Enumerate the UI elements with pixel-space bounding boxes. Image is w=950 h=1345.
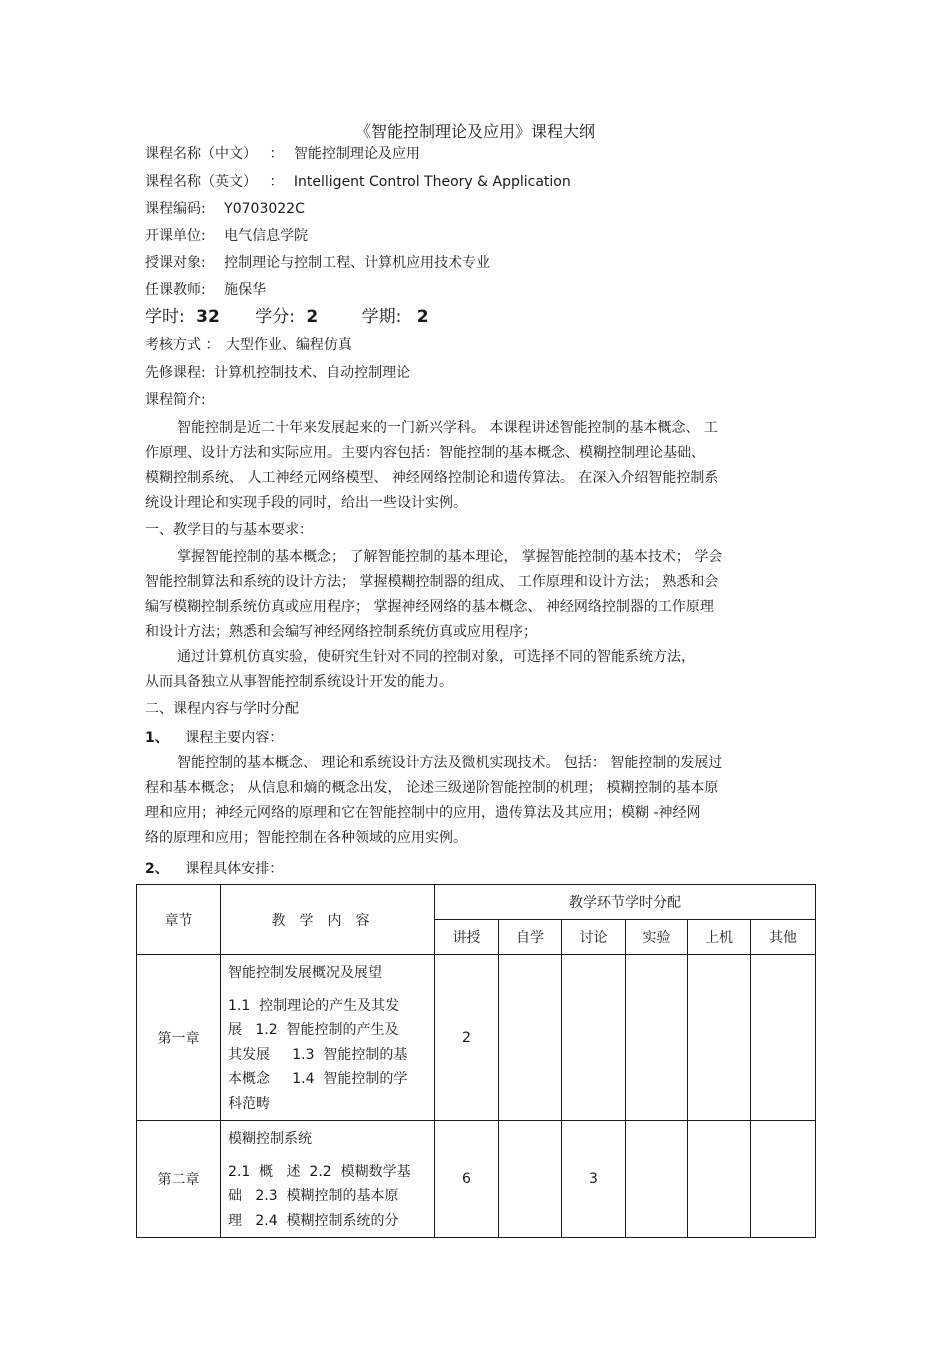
table-row [137,955,816,1121]
target-value: 控制理论与控制工程、计算机应用技术专业 [224,255,491,271]
assess-label: 考核方式 ： [145,337,220,353]
info-target [145,254,490,272]
experiment-hours [626,955,688,1121]
name-cn-sep: ： [269,146,284,162]
content-line: 智能控制的基本概念、 理论和系统设计方法及微机实现技术。 包括： 智能控制的发展过 [177,755,723,771]
self-study-hours [499,1121,562,1238]
teacher-label: 任课教师: [145,282,206,298]
header-alloc: 教学环节学时分配 [435,885,816,920]
page-title: 《智能控制理论及应用》课程大纲 [354,122,595,141]
content-line: 其发展 1.3 智能控制的基 [228,1046,408,1063]
content-line: 2.1 概 述 2.2 模糊数学基 [228,1163,411,1180]
name-cn-label: 课程名称（中文） [145,146,257,162]
header-lecture: 讲授 [435,920,499,955]
experiment-hours [626,1121,688,1238]
discussion-hours: 3 [562,1121,626,1238]
section1-line: 从而具备独立从事智能控制系统设计开发的能力。 [145,674,453,690]
prereq-value: 计算机控制技术、自动控制理论 [214,365,411,381]
header-experiment: 实验 [626,920,688,955]
header-content: 教学内容 [221,885,435,955]
intro-line: 智能控制是近二十年来发展起来的一门新兴学科。 本课程讲述智能控制的基本概念、 工 [177,420,718,436]
credit-label: 学分: [255,307,295,327]
content-line: 本概念 1.4 智能控制的学 [228,1071,408,1087]
content-line: 理和应用；神经元网络的原理和它在智能控制中的应用，遗传算法及其应用；模糊 -神经网 [145,805,701,821]
intro-label: 课程简介: [145,392,206,408]
section1-heading: 一、教学目的与基本要求： [145,522,313,538]
sub2-number: 2、 [145,861,169,877]
content-line: 理 2.4 模糊控制系统的分 [228,1212,399,1229]
content-title: 智能控制发展概况及展望 [228,965,382,981]
self-study-hours [499,955,562,1121]
header-chapter: 章节 [137,885,221,955]
section1-line: 掌握智能控制的基本概念； 了解智能控制的基本理论， 掌握智能控制的基本技术； 学会 [177,549,723,565]
computer-hours [688,955,751,1121]
lecture-hours: 2 [435,955,499,1121]
other-hours [751,955,816,1121]
chapter-cell: 第二章 [137,1121,221,1238]
info-prereq [145,364,410,382]
intro-line: 模糊控制系统、 人工神经元网络模型、 神经网络控制论和遗传算法。 在深入介绍智能控制系 [145,470,719,486]
header-computer: 上机 [688,920,751,955]
content-line: 展 1.2 智能控制的产生及 [228,1022,399,1038]
prereq-label: 先修课程: [145,365,206,381]
content-cell [221,955,435,1121]
sub2-label: 课程具体安排： [185,861,284,877]
assess-value: 大型作业、编程仿真 [225,337,352,353]
section1-paragraph-a [145,545,810,645]
intro-paragraph [145,416,810,516]
hours-value: 32 [196,307,220,327]
discussion-hours [562,955,626,1121]
code-value: Y0703022C [224,201,305,217]
teacher-value: 施保华 [224,282,267,298]
section2-sub2 [145,860,283,878]
header-self-study: 自学 [499,920,562,955]
unit-label: 开课单位: [145,228,206,244]
section1-line: 编写模糊控制系统仿真或应用程序； 掌握神经网络的基本概念、 神经网络控制器的工作原理 [145,599,714,615]
info-hours-credits [145,308,429,326]
content-cell [221,1121,435,1238]
info-assess [145,336,352,354]
content-line: 1.1 控制理论的产生及其发 [228,997,400,1014]
info-teacher [145,281,266,299]
section2-paragraph [145,751,810,851]
info-name-en [145,173,571,191]
term-label: 学期: [361,307,402,327]
section1-line: 和设计方法；熟悉和会编写神经网络控制系统仿真或应用程序； [145,624,537,640]
section1-paragraph-b [145,645,810,695]
computer-hours [688,1121,751,1238]
lecture-hours: 6 [435,1121,499,1238]
content-line: 络的原理和应用；智能控制在各种领域的应用实例。 [145,830,467,846]
hours-label: 学时: [145,307,185,327]
info-name-cn [145,145,420,163]
section2-heading: 二、课程内容与学时分配 [145,701,299,717]
info-code [145,200,305,218]
info-unit [145,227,308,245]
name-en-label: 课程名称（英文） [145,174,257,190]
chapter-cell: 第一章 [137,955,221,1121]
section1-line: 通过计算机仿真实验，使研究生针对不同的控制对象，可选择不同的智能系统方法， [177,649,695,665]
content-line: 础 2.3 模糊控制的基本原 [228,1188,399,1204]
name-cn-value: 智能控制理论及应用 [293,146,420,162]
header-other: 其他 [751,920,816,955]
credit-value: 2 [306,307,319,327]
name-en-sep: ： [269,174,284,190]
unit-value: 电气信息学院 [224,228,309,244]
sub1-label: 课程主要内容： [185,730,284,746]
intro-line: 统设计理论和实现手段的同时，给出一些设计实例。 [145,495,467,511]
name-en-value: Intelligent Control Theory & Application [293,174,571,190]
section2-sub1 [145,729,283,747]
schedule-table [136,884,816,1238]
content-line: 程和基本概念； 从信息和熵的概念出发， 论述三级递阶智能控制的机理； 模糊控制的基本原 [145,780,719,796]
header-discussion: 讨论 [562,920,626,955]
target-label: 授课对象: [145,255,206,271]
table-header-row [137,885,816,920]
other-hours [751,1121,816,1238]
sub1-number: 1、 [145,730,169,746]
section1-line: 智能控制算法和系统的设计方法； 掌握模糊控制器的组成、 工作原理和设计方法； 熟悉和会 [145,574,719,590]
content-title: 模糊控制系统 [228,1131,312,1147]
term-value: 2 [416,307,429,327]
intro-line: 作原理、设计方法和实际应用。主要内容包括：智能控制的基本概念、模糊控制理论基础、 [145,445,705,461]
code-label: 课程编码: [145,201,206,217]
table-row [137,1121,816,1238]
content-line: 科范畴 [228,1095,270,1112]
